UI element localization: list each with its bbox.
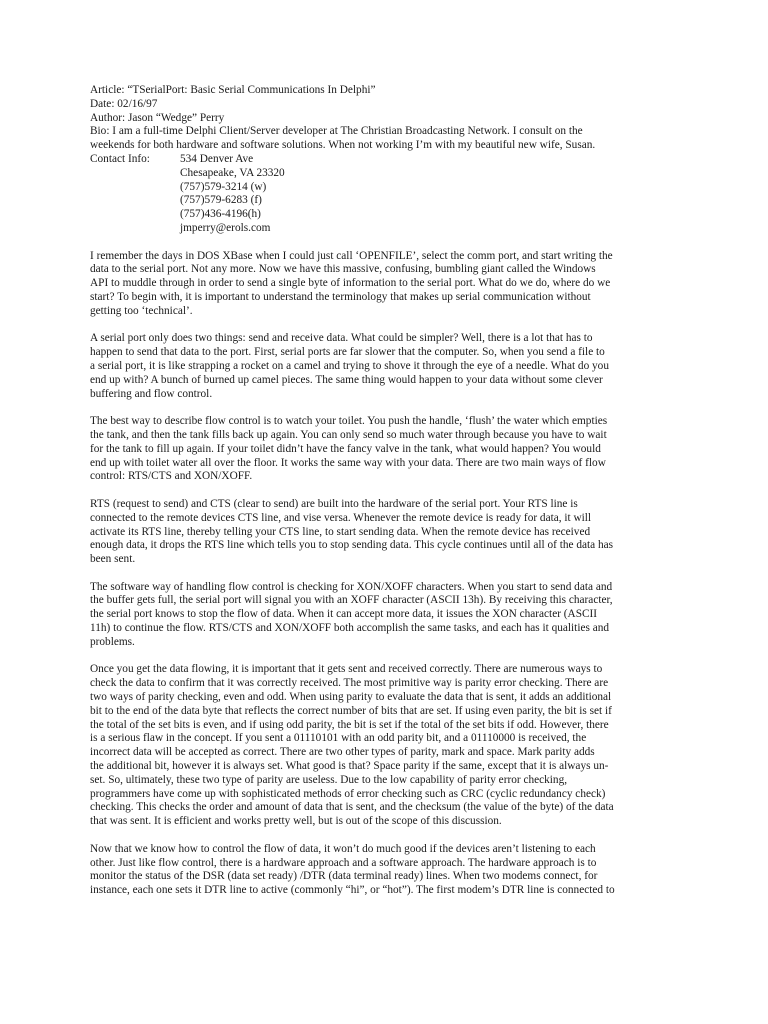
- paragraph-line: programmers have come up with sophisticated methods of error checking such as CRC (cyclic redundancy check): [90, 787, 606, 800]
- paragraph-line: incorrect data will be accepted as correct. There are two other types of parity, mark and space. Mark parity adds: [90, 746, 595, 759]
- document-page: [90, 84, 690, 898]
- paragraph-line: The software way of handling flow control is checking for XON/XOFF characters. When you start to send data and: [90, 580, 613, 593]
- paragraph-line: Now that we know how to control the flow of data, it won’t do much good if the devices aren’t listening to each: [90, 842, 596, 855]
- paragraph-line: A serial port only does two things: send and receive data. What could be simpler? Well, there is a lot that has to: [90, 332, 593, 345]
- paragraph-line: a serial port, it is like strapping a rocket on a camel and trying to shove it through the eye of a needle. What do you: [90, 359, 609, 372]
- contact-phone-work: (757)579-3214 (w): [180, 180, 267, 193]
- paragraph-line: been sent.: [90, 553, 136, 566]
- paragraph-line: control: RTS/CTS and XON/XOFF.: [90, 470, 253, 483]
- paragraph-line: instance, each one sets it DTR line to active (commonly “hi”, or “hot”). The first modem’s DTR line is connected to: [90, 884, 615, 897]
- paragraph-line: bit to the end of the data byte that reflects the correct number of bits that are set. If using even parity, the bit is set if: [90, 704, 612, 717]
- paragraph-line: checking. This checks the order and amount of data that is sent, and the checksum (the value of the byte) of the data: [90, 801, 614, 814]
- paragraph-line: getting too ‘technical’.: [90, 304, 193, 317]
- contact-info: [90, 153, 690, 236]
- paragraph-line: The best way to describe flow control is to watch your toilet. You push the handle, ‘flush’ the water which empties: [90, 415, 608, 428]
- contact-label: Contact Info:: [90, 152, 150, 165]
- paragraph-line: end up with toilet water all over the floor. It works the same way with your data. There are two main ways of flow: [90, 456, 606, 469]
- article-body: [90, 250, 690, 898]
- paragraph-line: end up with? A bunch of burned up camel pieces. The same thing would happen to your data without some clever: [90, 373, 603, 386]
- author-line: Author: Jason “Wedge” Perry: [90, 111, 225, 124]
- bio-line: weekends for both hardware and software solutions. When not working I’m with my beautiful new wife, Susan.: [90, 139, 596, 152]
- paragraph-line: the additional bit, however it is always set. What good is that? Space parity if the same, except that it is always un-: [90, 760, 609, 773]
- paragraph-line: monitor the status of the DSR (data set ready) /DTR (data terminal ready) lines. When two modems connect, for: [90, 870, 598, 883]
- body-paragraph: [90, 332, 690, 401]
- body-paragraph: [90, 663, 690, 829]
- paragraph-line: the total of the set bits is even, and if using odd parity, the bit is set if the total of the set bits if odd. However, there: [90, 718, 609, 731]
- paragraph-line: RTS (request to send) and CTS (clear to send) are built into the hardware of the serial port. Your RTS line is: [90, 497, 578, 510]
- paragraph-line: start? To begin with, it is important to understand the terminology that makes up serial communication without: [90, 290, 591, 303]
- paragraph-line: activate its RTS line, thereby telling your CTS line, to start sending data. When the remote device has received: [90, 525, 591, 538]
- contact-lines: [180, 153, 285, 236]
- paragraph-line: the serial port knows to stop the flow of data. When it can accept more data, it issues the XON character (ASCII: [90, 608, 598, 621]
- contact-phone-fax: (757)579-6283 (f): [180, 194, 262, 207]
- paragraph-line: data to the serial port. Not any more. Now we have this massive, confusing, bumbling giant called the Windows: [90, 263, 596, 276]
- paragraph-line: two ways of parity checking, even and odd. When using parity to evaluate the data that is sent, it adds an additional: [90, 691, 612, 704]
- body-paragraph: [90, 415, 690, 484]
- paragraph-line: check the data to confirm that it was correctly received. The most primitive way is parity error checking. There are: [90, 677, 609, 690]
- article-title-line: Article: “TSerialPort: Basic Serial Communications In Delphi”: [90, 84, 376, 96]
- paragraph-line: Once you get the data flowing, it is important that it gets sent and received correctly. There are numerous ways to: [90, 663, 603, 676]
- paragraph-line: other. Just like flow control, there is a hardware approach and a software approach. The hardware approach is to: [90, 856, 597, 869]
- paragraph-line: happen to send that data to the port. First, serial ports are far slower that the computer. So, when you send a file to: [90, 346, 605, 359]
- contact-address-line: 534 Denver Ave: [180, 152, 254, 165]
- paragraph-line: enough data, it drops the RTS line which tells you to stop sending data. This cycle continues until all of the data has: [90, 539, 614, 552]
- date-line: Date: 02/16/97: [90, 97, 158, 110]
- bio-line: Bio: I am a full-time Delphi Client/Server developer at The Christian Broadcasting Network. I consult on the: [90, 125, 583, 138]
- body-paragraph: [90, 250, 690, 319]
- contact-city-line: Chesapeake, VA 23320: [180, 166, 285, 179]
- body-paragraph: [90, 581, 690, 650]
- paragraph-line: I remember the days in DOS XBase when I could just call ‘OPENFILE’, select the comm port, and start writing the: [90, 249, 613, 262]
- paragraph-line: the tank, and then the tank fills back up again. You can only send so much water through because you have to wait: [90, 428, 607, 441]
- paragraph-line: API to muddle through in order to send a single byte of information to the serial port. What do we do, where do we: [90, 277, 611, 290]
- body-paragraph: [90, 843, 690, 898]
- paragraph-line: that was sent. It is efficient and works pretty well, but is out of the scope of this discussion.: [90, 815, 502, 828]
- contact-phone-home: (757)436-4196(h): [180, 208, 261, 221]
- paragraph-line: buffering and flow control.: [90, 387, 213, 400]
- paragraph-line: set. So, ultimately, these two type of parity are useless. Due to the low capability of parity error checking,: [90, 773, 568, 786]
- paragraph-line: problems.: [90, 635, 135, 648]
- paragraph-line: the buffer gets full, the serial port will signal you with an XOFF character (ASCII 13h). By receiving this character,: [90, 594, 613, 607]
- paragraph-line: 11h) to continue the flow. RTS/CTS and XON/XOFF both accomplish the same tasks, and each has it qualities and: [90, 622, 609, 635]
- paragraph-line: is a serious flaw in the concept. If you sent a 01110101 with an odd parity bit, and a 01110000 is received, the: [90, 732, 587, 745]
- paragraph-line: for the tank to fill up again. If your toilet didn’t have the fancy valve in the tank, what would happen? You would: [90, 442, 601, 455]
- contact-email: jmperry@erols.com: [180, 221, 271, 234]
- body-paragraph: [90, 498, 690, 567]
- paragraph-line: connected to the remote devices CTS line, and vise versa. Whenever the remote device is ready for data, it will: [90, 511, 592, 524]
